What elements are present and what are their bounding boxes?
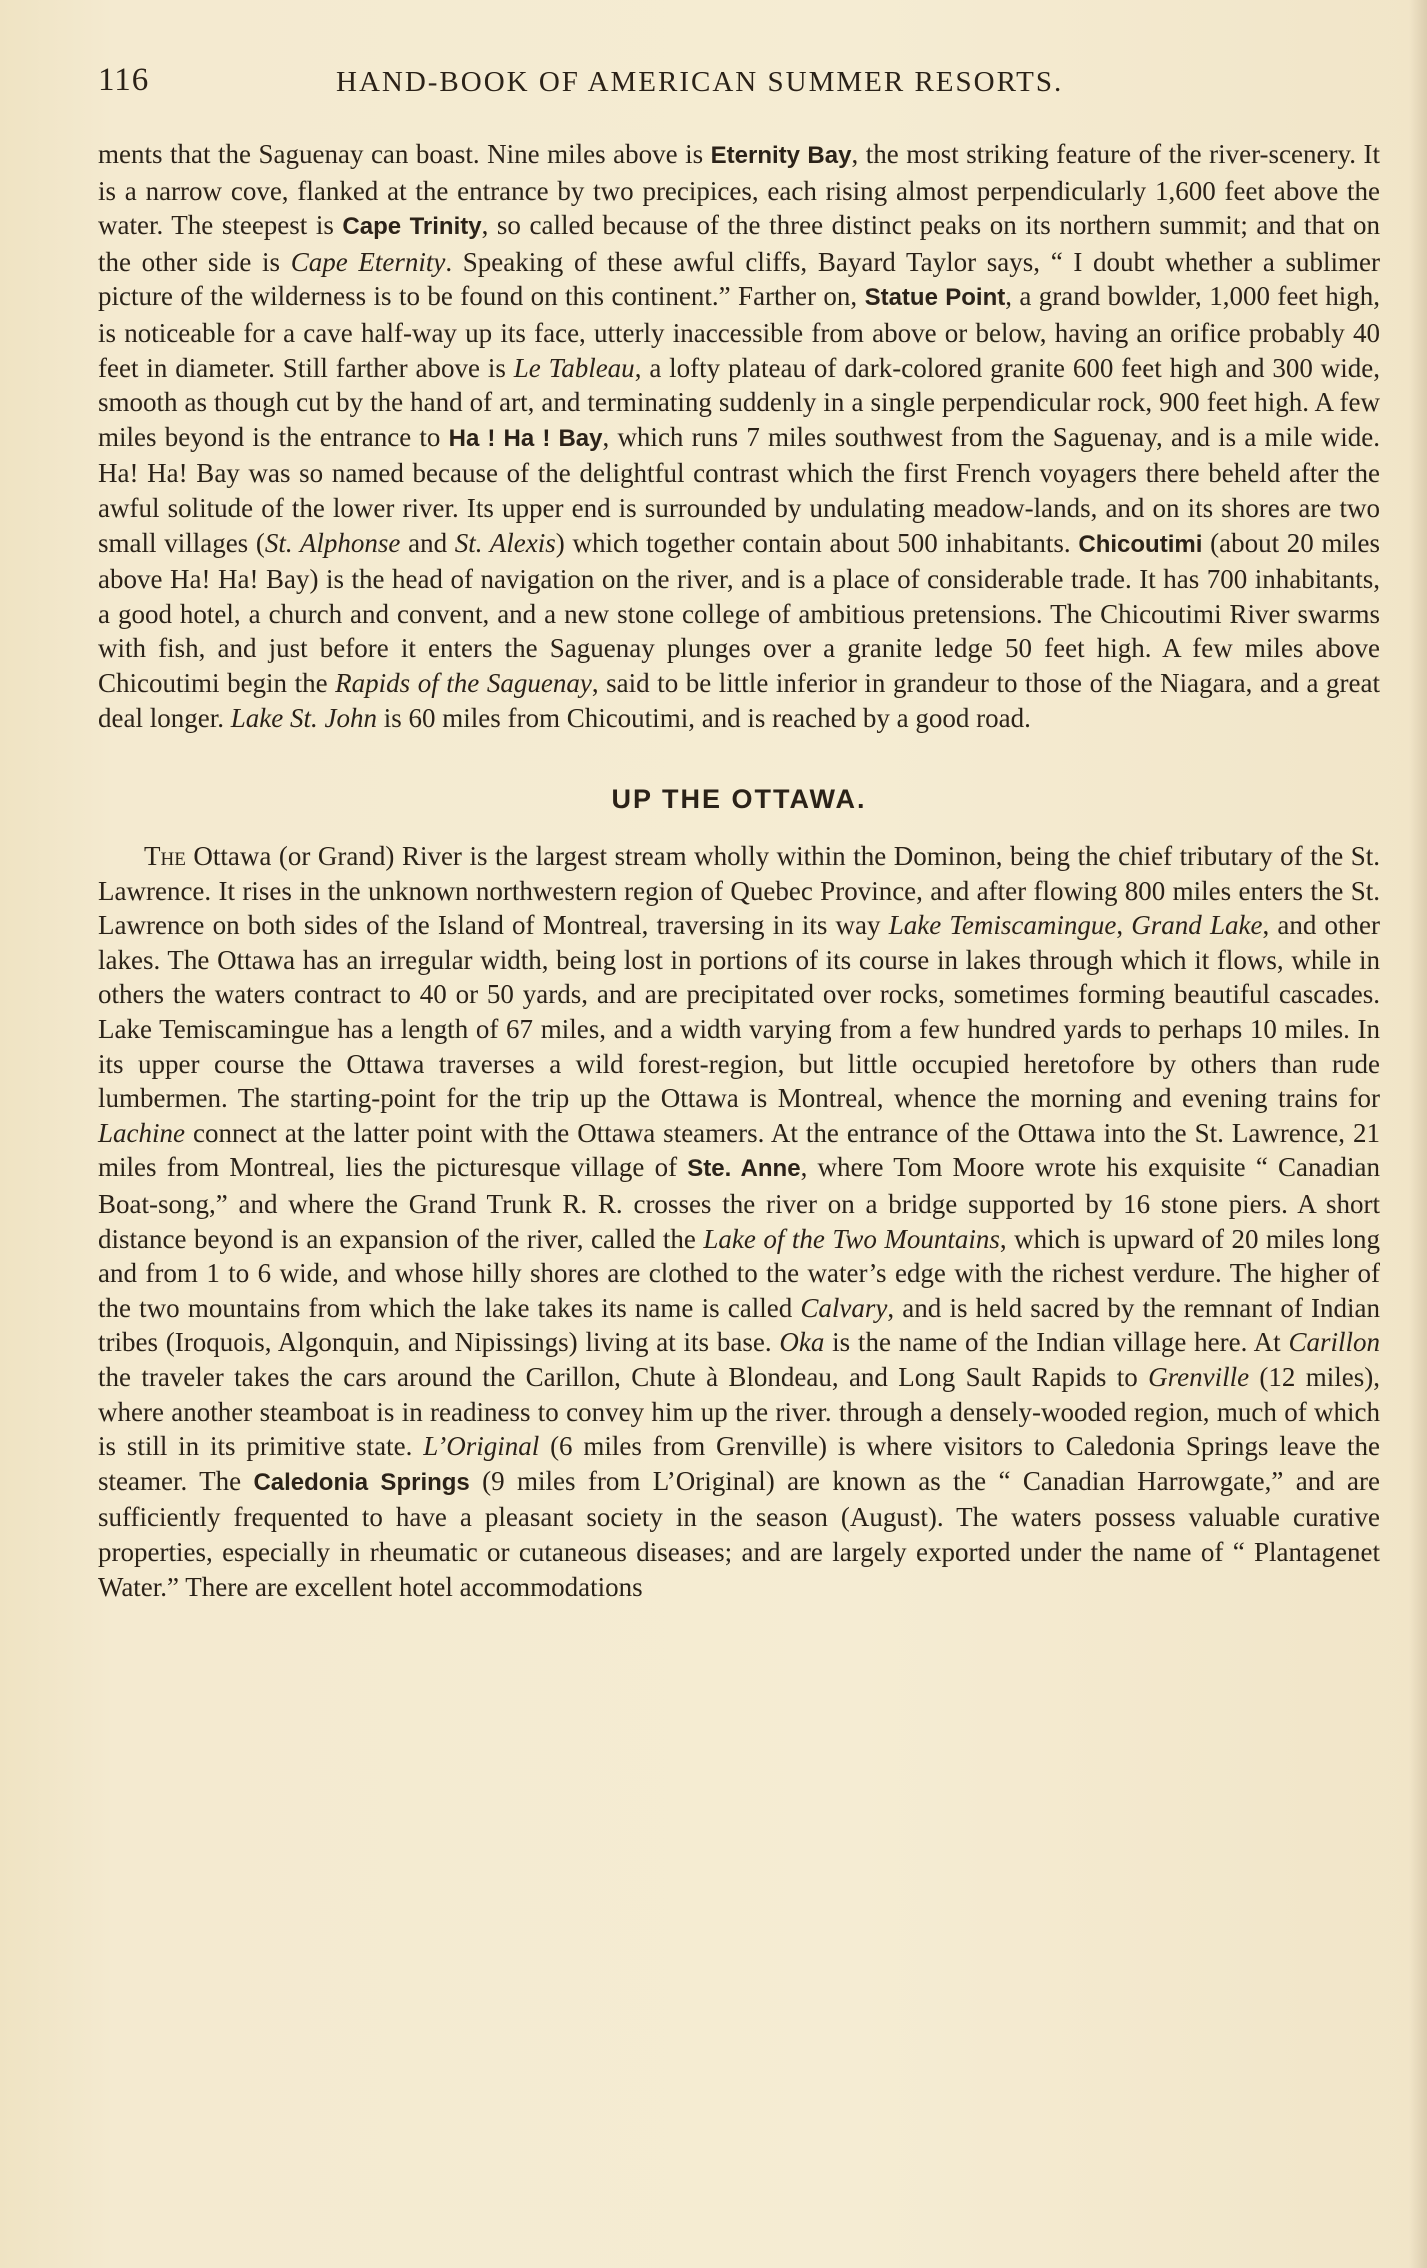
place-name-italic: St. Alexis — [454, 527, 556, 558]
place-name-italic: Lake of the Two Mountains — [703, 1223, 1000, 1254]
place-name-italic: Oka — [779, 1327, 825, 1358]
place-name-bold: Eternity Bay — [710, 142, 852, 169]
page-edge-shadow — [1409, 0, 1427, 2268]
text-run: (6 miles from Grenville) is where visitors to Caledonia Springs leave the steamer. The — [98, 1431, 1380, 1496]
place-name-bold: Statue Point — [864, 284, 1006, 312]
place-name-italic: Rapids of the Saguenay — [335, 667, 592, 698]
text-run: ments that the Saguenay can boast. Nine miles above is — [98, 139, 711, 169]
body-text — [98, 137, 1380, 1604]
page-header — [98, 62, 1378, 112]
text-run: connect at the latter point with the Ottawa steamers. At the entrance of the Ottawa into the St. Lawrence, 21 miles from Montreal, lies the picturesque village of — [98, 1117, 1380, 1183]
text-run: , — [1116, 910, 1132, 941]
text-run-smallcaps: The — [144, 841, 186, 872]
text-run: , a lofty plateau of dark-colored granite 600 feet high and 300 wide, smooth as though cut by the hand of art, and terminating suddenly in a single perpendicular rock, 900 feet high. A few miles beyond is the entrance to — [98, 352, 1380, 452]
text-run: the traveler takes the cars around the Carillon, Chute à Blondeau, and Long Sault Rapids to — [98, 1362, 1149, 1392]
place-name-bold: Caledonia Springs — [253, 1468, 470, 1496]
place-name-italic: L’Original — [423, 1431, 540, 1462]
paragraph-ottawa — [98, 839, 1380, 1604]
text-run: is the name of the Indian village here. At — [824, 1327, 1289, 1358]
place-name-italic: Calvary — [800, 1292, 888, 1323]
text-run: . Speaking of these awful cliffs, Bayard Taylor says, “ I doubt whether a sublimer picture of the wilderness is to be found on this continent.” Farther on, — [98, 246, 1381, 312]
place-name-italic: Cape Eternity — [290, 246, 446, 277]
text-run: (9 miles from L’Original) are known as the “ Canadian Harrowgate,” and are sufficiently frequented to have a pleasant society in the season (August). The waters possess valuable curative properties, especially in rheumatic or cutaneous diseases; and are largely exported under the name of “ Plantagenet Water.” There are excellent hotel accommodations — [98, 1465, 1381, 1602]
place-name-bold: Ha ! Ha ! Bay — [448, 424, 603, 452]
place-name-italic: Carillon — [1288, 1327, 1380, 1358]
text-run: , a grand bowlder, 1,000 feet high, is noticeable for a cave half-way up its face, utterly inaccessible from above or below, having an orifice probably 40 feet in diameter. Still farther above is — [98, 281, 1380, 383]
text-run: (12 miles), where another steamboat is in readiness to convey him up the river. through a densely-wooded region, much of which is still in its primitive state. — [98, 1362, 1380, 1462]
place-name-italic: Lake Temiscamingue — [888, 910, 1117, 941]
text-run: and — [400, 527, 455, 558]
text-run: ) which together contain about 500 inhabitants. — [555, 527, 1079, 558]
text-run: , said to be little inferior in grandeur to those of the Niagara, and a great deal longer. — [98, 667, 1380, 733]
text-run: (about 20 miles above Ha! Ha! Bay) is the head of navigation on the river, and is a place of considerable trade. It has 700 inhabitants, a good hotel, a church and convent, and a new stone college of ambitious pretensions. The Chicoutimi River swarms with fish, and just before it enters the Saguenay plunges over a granite ledge 50 feet high. A few miles above Chicoutimi begin the — [98, 527, 1381, 698]
place-name-italic: Grenville — [1148, 1362, 1250, 1392]
place-name-italic: Grand Lake — [1131, 910, 1263, 941]
place-name-bold: Cape Trinity — [342, 213, 482, 241]
text-run: is 60 miles from Chicoutimi, and is reached by a good road. — [376, 702, 1031, 733]
place-name-bold: Ste. Anne — [687, 1155, 801, 1183]
text-run: , and other lakes. The Ottawa has an irregular width, being lost in portions of its course in lakes through which it flows, while in others the waters contract to 40 or 50 yards, and are precipitated over rocks, sometimes forming beautiful cascades. Lake Temiscamingue has a length of 67 miles, and a width varying from a few hundred yards to perhaps 10 miles. In its upper course the Ottawa traverses a wild forest-region, but little occupied heretofore by others than rude lumbermen. The starting-point for the trip up the Ottawa is Montreal, whence the morning and evening trains for — [98, 910, 1381, 1114]
section-heading: UP THE OTTAWA. — [611, 784, 867, 815]
page-number: 116 — [98, 62, 150, 98]
place-name-italic: Lachine — [98, 1117, 185, 1148]
text-run: , the most striking feature of the river-scenery. It is a narrow cove, flanked at the entrance by two precipices, each rising almost perpendicularly 1,600 feet above the water. The steepest is — [98, 139, 1380, 241]
text-run: , so called because of the three distinct peaks on its northern summit; and that on the other side is — [98, 210, 1381, 277]
text-run: , which is upward of 20 miles long and from 1 to 6 wide, and whose hilly shores are clothed to the water’s edge with the richest verdure. The higher of the two mountains from which the lake takes its name is called — [98, 1223, 1381, 1323]
place-name-italic: Lake St. John — [230, 702, 377, 733]
text-run: Ottawa (or Grand) River is the largest stream wholly within the Dominon, being the chief tributary of the St. Lawrence. It rises in the unknown northwestern region of Quebec Province, and after flowing 800 miles enters the St. Lawrence on both sides of the Island of Montreal, traversing in its way — [98, 841, 1380, 941]
text-run: , which runs 7 miles southwest from the Saguenay, and is a mile wide. Ha! Ha! Bay was so named because of the delightful contrast which the first French voyagers there beheld after the awful solitude of the lower river. Its upper end is surrounded by undulating meadow-lands, and on its shores are two small villages ( — [98, 421, 1380, 558]
text-run: , and is held sacred by the remnant of Indian tribes (Iroquois, Algonquin, and Nipissings) living at its base. — [98, 1292, 1381, 1358]
text-run: , where Tom Moore wrote his exquisite “ Canadian Boat-song,” and where the Grand Trunk R. R. crosses the river on a bridge supported by 16 stone piers. A short distance beyond is an expansion of the river, called the — [98, 1152, 1380, 1254]
place-name-italic: Le Tableau — [513, 352, 635, 383]
paragraph-saguenay — [98, 137, 1380, 735]
place-name-italic: St. Alphonse — [264, 527, 401, 558]
running-title: HAND-BOOK OF AMERICAN SUMMER RESORTS. — [336, 66, 1064, 98]
place-name-bold: Chicoutimi — [1078, 530, 1203, 558]
